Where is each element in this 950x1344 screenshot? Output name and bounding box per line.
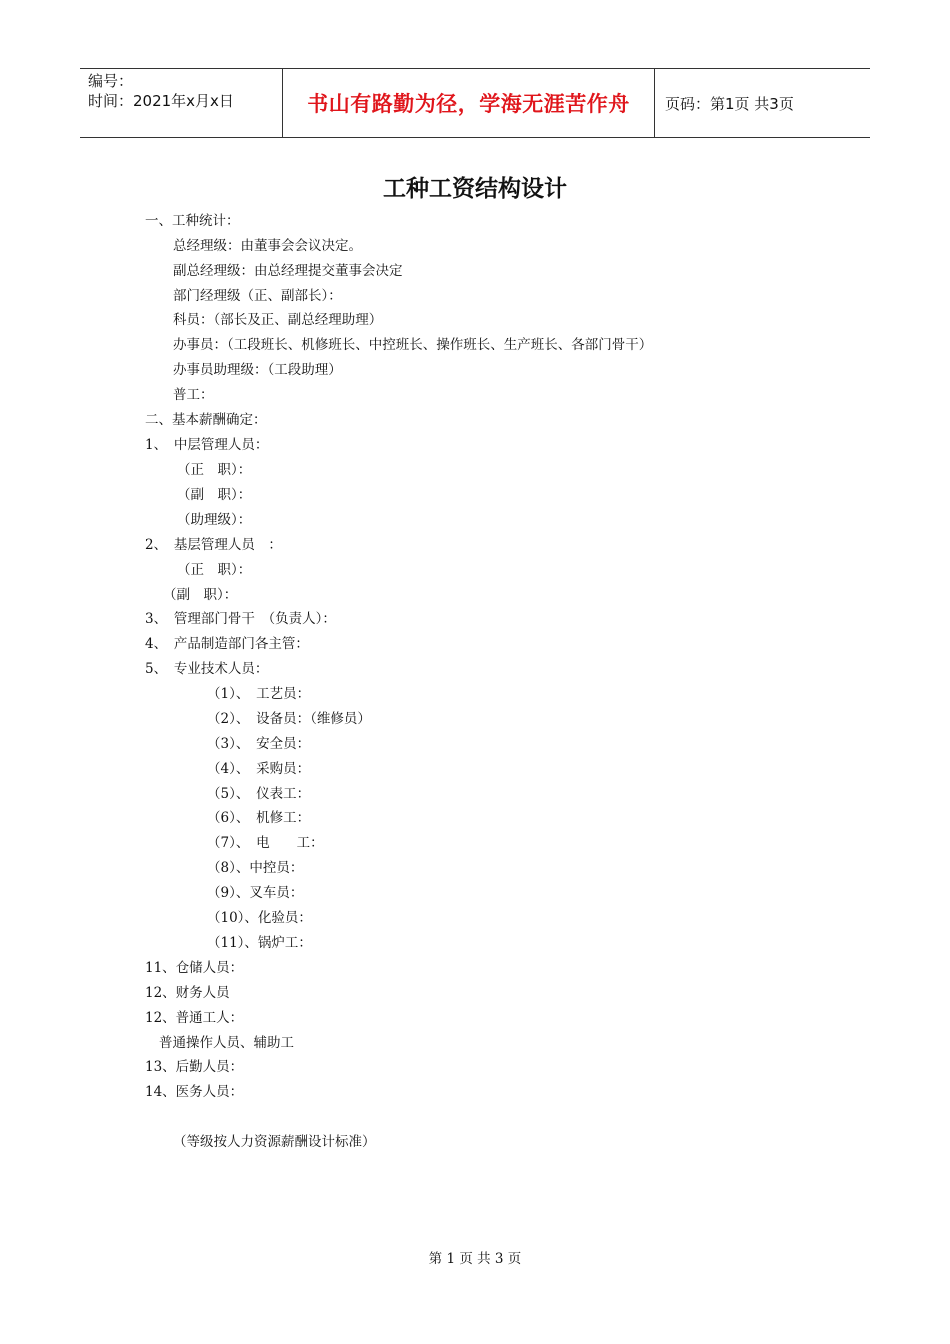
header-left-cell bbox=[80, 69, 282, 137]
body-line: （正 职）： bbox=[177, 562, 252, 578]
body-line: 普通操作人员、辅助工 bbox=[159, 1035, 294, 1051]
document-title: 工种工资结构设计 bbox=[383, 176, 567, 202]
body-line: 科员：（部长及正、副总经理助理） bbox=[173, 312, 383, 328]
body-line: （1）、 工艺员： bbox=[207, 686, 311, 702]
body-line: 一、工种统计： bbox=[145, 213, 240, 229]
page-info: 页码：第1页 共3页 bbox=[665, 94, 794, 113]
body-line: 普工： bbox=[173, 387, 214, 403]
body-line: 总经理级：由董事会会议决定。 bbox=[173, 238, 362, 254]
body-line: （4）、 采购员： bbox=[207, 761, 311, 777]
body-line: 3、 管理部门骨干 （负责人）： bbox=[145, 611, 336, 627]
motto-text: 书山有路勤为径，学海无涯苦作舟 bbox=[307, 92, 630, 116]
body-line: （9）、叉车员： bbox=[207, 885, 304, 901]
body-line: （8）、中控员： bbox=[207, 860, 304, 876]
body-line: （助理级）： bbox=[177, 512, 252, 528]
body-line: 办事员助理级：（工段助理） bbox=[173, 362, 342, 378]
body-line: 二、基本薪酬确定： bbox=[145, 412, 267, 428]
header-table bbox=[80, 68, 870, 138]
body-line: 1、 中层管理人员： bbox=[145, 437, 269, 453]
body-line: （7）、 电 工： bbox=[207, 835, 324, 851]
number-label: 编号： bbox=[88, 72, 134, 90]
header-motto-cell bbox=[282, 69, 655, 137]
header-page-cell bbox=[655, 69, 870, 137]
body-line: 12、普通工人： bbox=[145, 1010, 244, 1026]
page-footer: 第 1 页 共 3 页 bbox=[428, 1251, 522, 1267]
body-line: （2）、 设备员：（维修员） bbox=[207, 711, 371, 727]
time-label: 时间：2021年x月x日 bbox=[88, 92, 234, 110]
body-line: （6）、 机修工： bbox=[207, 810, 311, 826]
body-line: 11、仓储人员： bbox=[145, 960, 244, 976]
body-line: （11）、锅炉工： bbox=[207, 935, 312, 951]
body-line: （10）、化验员： bbox=[207, 910, 312, 926]
body-line: （副 职）： bbox=[177, 487, 252, 503]
body-line: （3）、 安全员： bbox=[207, 736, 311, 752]
body-line: 14、医务人员： bbox=[145, 1084, 244, 1100]
body-line: 12、财务人员 bbox=[145, 985, 230, 1001]
body-line: （正 职）： bbox=[177, 462, 252, 478]
body-line: 副总经理级：由总经理提交董事会决定 bbox=[173, 263, 403, 279]
body-line: 4、 产品制造部门各主管： bbox=[145, 636, 309, 652]
body-line: 13、后勤人员： bbox=[145, 1059, 244, 1075]
body-line: 办事员：（工段班长、机修班长、中控班长、操作班长、生产班长、各部门骨干） bbox=[173, 337, 653, 353]
body-line: 5、 专业技术人员： bbox=[145, 661, 269, 677]
body-line: 2、 基层管理人员 ： bbox=[145, 537, 282, 553]
body-line: （副 职）： bbox=[163, 587, 238, 603]
body-line: 部门经理级（正、副部长）： bbox=[173, 288, 342, 304]
body-line: （5）、 仪表工： bbox=[207, 786, 311, 802]
body-line: （等级按人力资源薪酬设计标准） bbox=[173, 1134, 376, 1150]
